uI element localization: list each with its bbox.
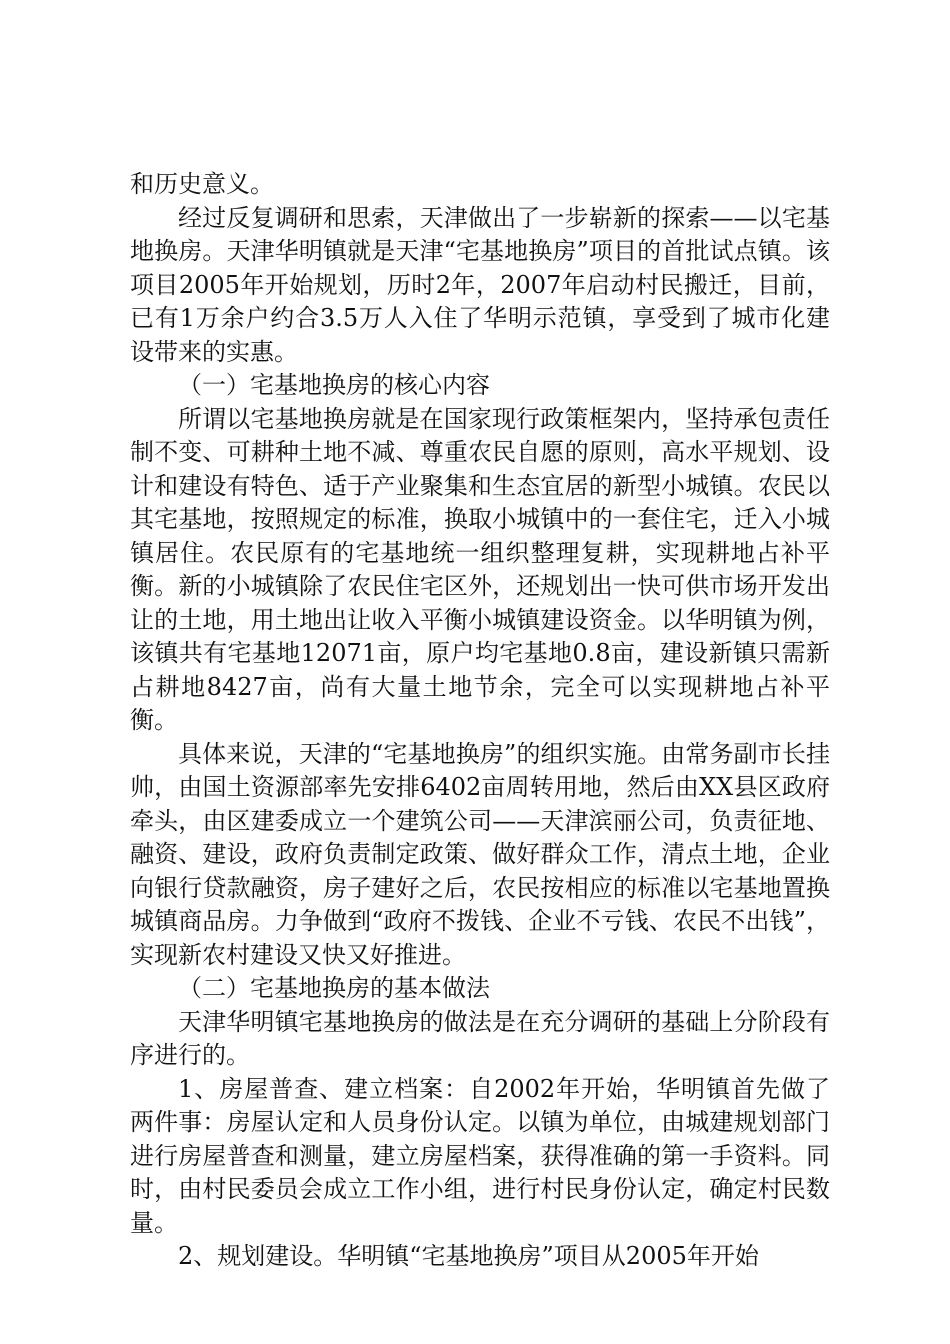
paragraph-survey-archive: 1、房屋普查、建立档案：自2002年开始，华明镇首先做了两件事：房屋认定和人员身份认定。以镇为单位，由城建规划部门进行房屋普查和测量，建立房屋档案，获得准确的第一手资料。同时，由村民委员会成立工作小组，进行村民身份认定，确定村民数量。 bbox=[130, 1074, 830, 1237]
paragraph-implementation: 具体来说，天津的“宅基地换房”的组织实施。由常务副市长挂帅，由国土资源部率先安排6402亩周转用地，然后由XX县区政府牵头，由区建委成立一个建筑公司——天津滨丽公司，负责征地、融资、建设，政府负责制定政策、做好群众工作，清点土地，企业向银行贷款融资，房子建好之后，农民按相应的标准以宅基地置换城镇商品房。力争做到“政府不拨钱、企业不亏钱、农民不出钱”，实现新农村建设又快又好推进。 bbox=[130, 739, 830, 969]
section-heading-basic-practice: （二）宅基地换房的基本做法 bbox=[178, 974, 490, 1002]
document-body bbox=[130, 168, 830, 1274]
paragraph-planning: 2、规划建设。华明镇“宅基地换房”项目从2005年开始 bbox=[178, 1242, 759, 1270]
paragraph-phased-approach: 天津华明镇宅基地换房的做法是在充分调研的基础上分阶段有序进行的。 bbox=[130, 1007, 830, 1069]
section-heading-core-content: （一）宅基地换房的核心内容 bbox=[178, 371, 490, 399]
paragraph-definition: 所谓以宅基地换房就是在国家现行政策框架内，坚持承包责任制不变、可耕种土地不减、尊重农民自愿的原则，高水平规划、设计和建设有特色、适于产业聚集和生态宜居的新型小城镇。农民以其宅基地，按照规定的标准，换取小城镇中的一套住宅，迁入小城镇居住。农民原有的宅基地统一组织整理复耕，实现耕地占补平衡。新的小城镇除了农民住宅区外，还规划出一快可供市场开发出让的土地，用土地出让收入平衡小城镇建设资金。以华明镇为例，该镇共有宅基地12071亩，原户均宅基地0.8亩，建设新镇只需新占耕地8427亩，尚有大量土地节余，完全可以实现耕地占补平衡。 bbox=[130, 404, 830, 734]
paragraph-continuation: 和历史意义。 bbox=[130, 170, 274, 198]
paragraph-exploration: 经过反复调研和思索，天津做出了一步崭新的探索——以宅基地换房。天津华明镇就是天津“宅基地换房”项目的首批试点镇。该项目2005年开始规划，历时2年，2007年启动村民搬迁，目前，已有1万余户约合3.5万人入住了华明示范镇，享受到了城市化建设带来的实惠。 bbox=[130, 203, 830, 366]
